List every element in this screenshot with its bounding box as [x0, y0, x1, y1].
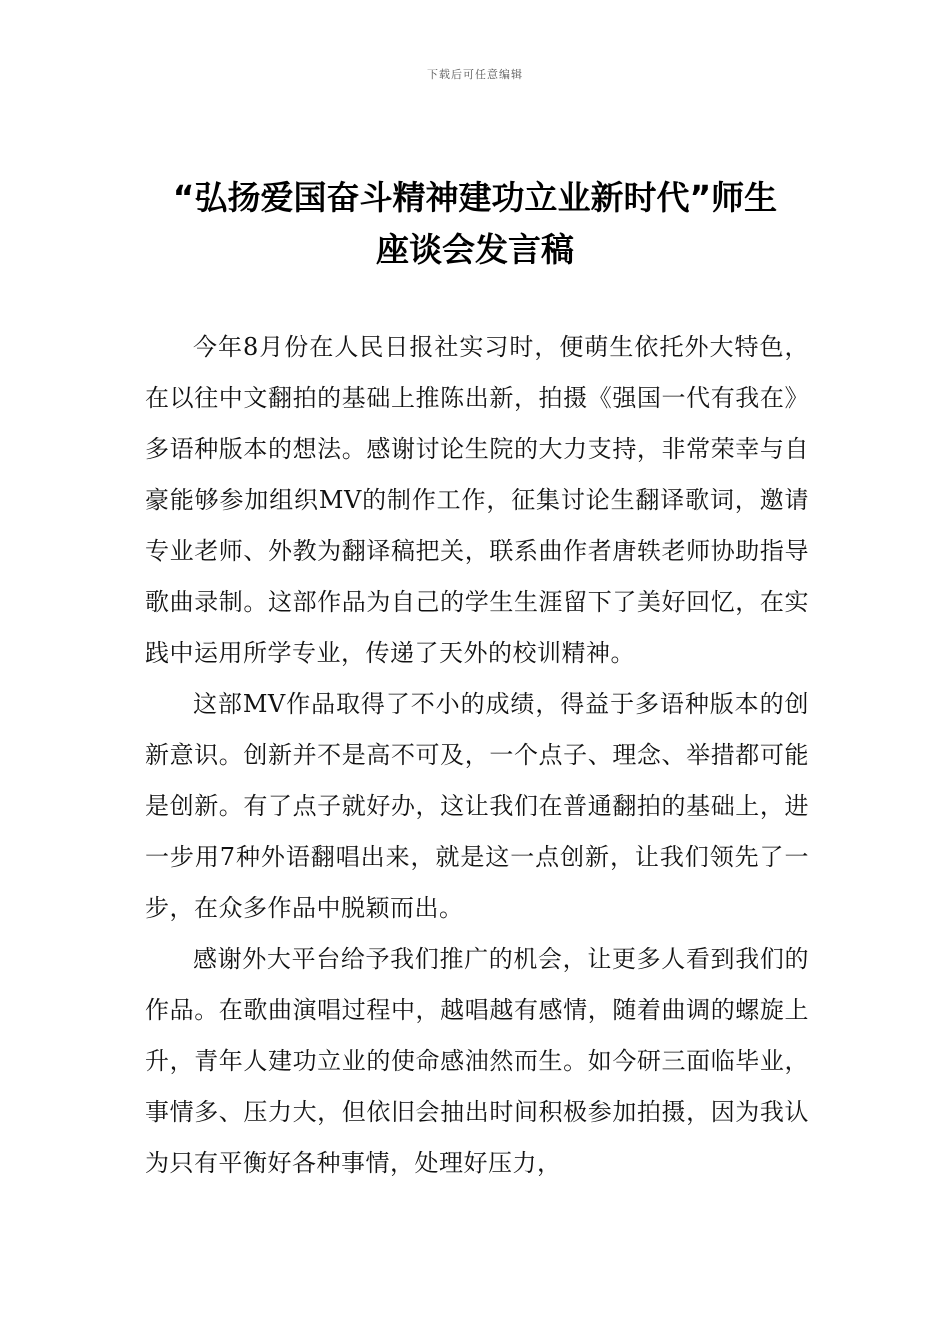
- document-title-line-2: 座谈会发言稿: [376, 230, 574, 269]
- body-paragraph-1: 今年8月份在人民日报社实习时，便萌生依托外大特色，在以往中文翻拍的基础上推陈出新，拍摄《强国一代有我在》多语种版本的想法。感谢讨论生院的大力支持，非常荣幸与自豪能够参加组织MV的制作工作，征集讨论生翻译歌词，邀请专业老师、外教为翻译稿把关，联系曲作者唐轶老师协助指导歌曲录制。这部作品为自己的学生生涯留下了美好回忆，在实践中运用所学专业，传递了天外的校训精神。: [145, 333, 809, 667]
- document-body: [145, 322, 809, 1189]
- document-title: [120, 172, 830, 276]
- document-title-line-1: “弘扬爱国奋斗精神建功立业新时代”师生: [172, 178, 778, 217]
- body-paragraph-3: 感谢外大平台给予我们推广的机会，让更多人看到我们的作品。在歌曲演唱过程中，越唱越有感情，随着曲调的螺旋上升，青年人建功立业的使命感油然而生。如今研三面临毕业，事情多、压力大，但依旧会抽出时间积极参加拍摄，因为我认为只有平衡好各种事情，处理好压力，: [145, 945, 809, 1177]
- body-paragraph-2: 这部MV作品取得了不小的成绩，得益于多语种版本的创新意识。创新并不是高不可及，一个点子、理念、举措都可能是创新。有了点子就好办，这让我们在普通翻拍的基础上，进一步用7种外语翻唱出来，就是这一点创新，让我们领先了一步，在众多作品中脱颖而出。: [145, 690, 809, 922]
- page-header-note: 下载后可任意编辑: [427, 68, 523, 81]
